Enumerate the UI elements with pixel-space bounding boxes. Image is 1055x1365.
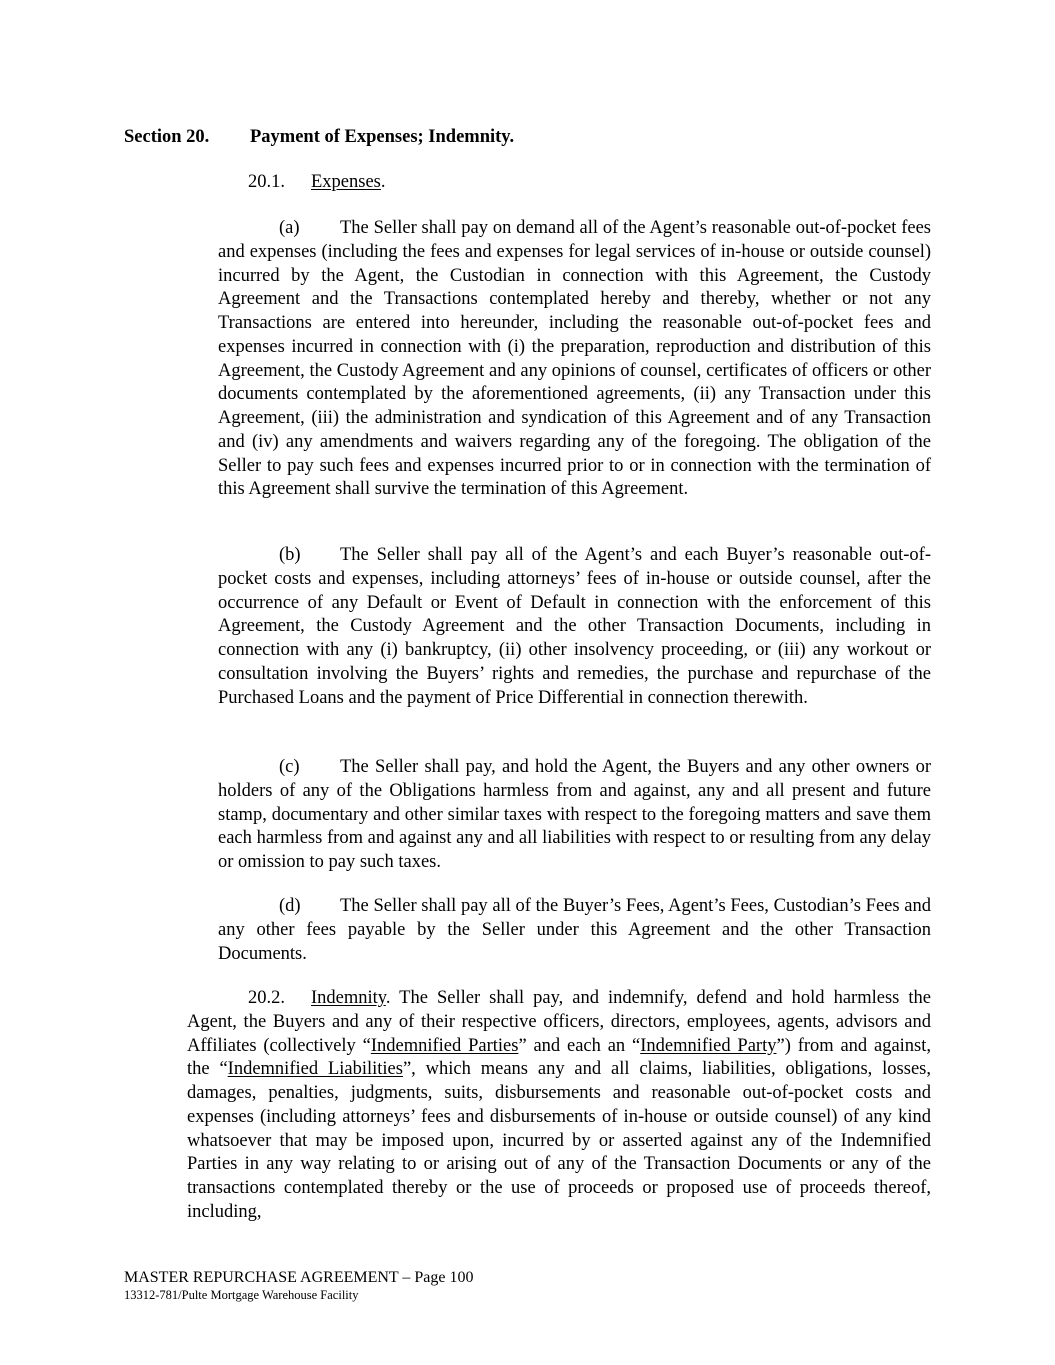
section-title: Payment of Expenses; Indemnity.	[250, 127, 515, 147]
paragraph-c-text: The Seller shall pay, and hold the Agent, the Buyers and any other owners or holders of any of the Obligations harmless from and against, any and all present and future stamp, documentary and other similar taxes with respect to the foregoing matters and save them each harmless from and against any and all liabilities with respect to or resulting from any delay or omission to pay such taxes.	[218, 757, 931, 872]
footer-title: MASTER REPURCHASE AGREEMENT – Page 100	[124, 1269, 474, 1286]
paragraph-a	[218, 217, 931, 502]
paragraph-a-text: The Seller shall pay on demand all of the Agent’s reasonable out-of-pocket fees and expenses (including the fees and expenses for legal services of in-house or outside counsel) incurred by the Agent, the Custodian in connection with this Agreement, the Custody Agreement and the Transactions contemplated hereby and thereby, whether or not any Transactions are entered into hereunder, including the reasonable out-of-pocket fees and expenses incurred in connection with (i) the preparation, reproduction and distribution of this Agreement, the Custody Agreement and any opinions of counsel, certificates of officers or other documents contemplated by the aforementioned agreements, (ii) any Transaction under this Agreement, (iii) the administration and syndication of this Agreement and of any Transaction and (iv) any amendments and waivers regarding any of the foregoing. The obligation of the Seller to pay such fees and expenses incurred prior to or in connection with the termination of this Agreement shall survive the termination of this Agreement.	[218, 218, 931, 500]
paragraph-d-text: The Seller shall pay all of the Buyer’s Fees, Agent’s Fees, Custodian’s Fees and any other fees payable by the Seller under this Agreement and the other Transaction Documents.	[218, 896, 931, 964]
paragraph-b-text: The Seller shall pay all of the Agent’s and each Buyer’s reasonable out-of-pocket costs and expenses, including attorneys’ fees of in-house or outside counsel, after the occurrence of any Default or Event of Default in connection with the enforcement of this Agreement, the Custody Agreement and the other Transaction Documents, including in connection with any (i) bankruptcy, (ii) other insolvency proceeding, or (iii) any workout or consultation involving the Buyers’ rights and remedies, the purchase and repurchase of the Purchased Loans and the payment of Price Differential in connection therewith.	[218, 545, 931, 708]
section-number: Section 20.	[124, 127, 210, 147]
paragraph-a-label: (a)	[279, 218, 300, 238]
paragraph-c-label: (c)	[279, 757, 300, 777]
indemnity-text-2: ” and each an “	[518, 1035, 641, 1056]
paragraph-b-label: (b)	[279, 545, 301, 565]
expenses-number: 20.1.	[248, 172, 285, 192]
expenses-title: Expenses	[311, 172, 381, 192]
expenses-heading	[248, 171, 386, 195]
paragraph-d-label: (d)	[279, 896, 301, 916]
paragraph-d	[218, 895, 931, 966]
paragraph-c	[218, 756, 931, 875]
paragraph-b	[218, 544, 931, 710]
defined-term-indemnified-liabilities: Indemnified Liabilities	[227, 1059, 403, 1080]
footer-reference: 13312-781/Pulte Mortgage Warehouse Facility	[124, 1288, 359, 1302]
indemnity-text-3: ”) from and against, the “	[187, 1035, 932, 1080]
indemnity-text-4: ”, which means any and all claims, liabilities, obligations, losses, damages, penalties, judgments, suits, disbursements and reasonable out-of-pocket costs and expenses (including attorneys’ fees and disbursements of in-house or outside counsel) of any kind whatsoever that may be imposed upon, incurred by or asserted against any of the Indemnified Parties in any way relating to or arising out of any of the Transaction Documents or any of the transactions contemplated thereby or the use of proceeds or proposed use of proceeds thereof, including,	[187, 1059, 931, 1222]
indemnity-title: Indemnity	[311, 988, 386, 1008]
indemnity-number: 20.2.	[248, 988, 285, 1008]
expenses-title-suffix: .	[380, 172, 386, 192]
indemnity-text-1: . The Seller shall pay, and indemnify, defend and hold harmless the Agent, the Buyers and any of their respective officers, directors, employees, agents, advisors and Affiliates (collectively “	[187, 988, 931, 1056]
section-heading	[124, 126, 514, 150]
indemnity-paragraph	[187, 987, 931, 1225]
defined-term-indemnified-party: Indemnified Party	[640, 1035, 777, 1056]
defined-term-indemnified-parties: Indemnified Parties	[370, 1035, 519, 1056]
